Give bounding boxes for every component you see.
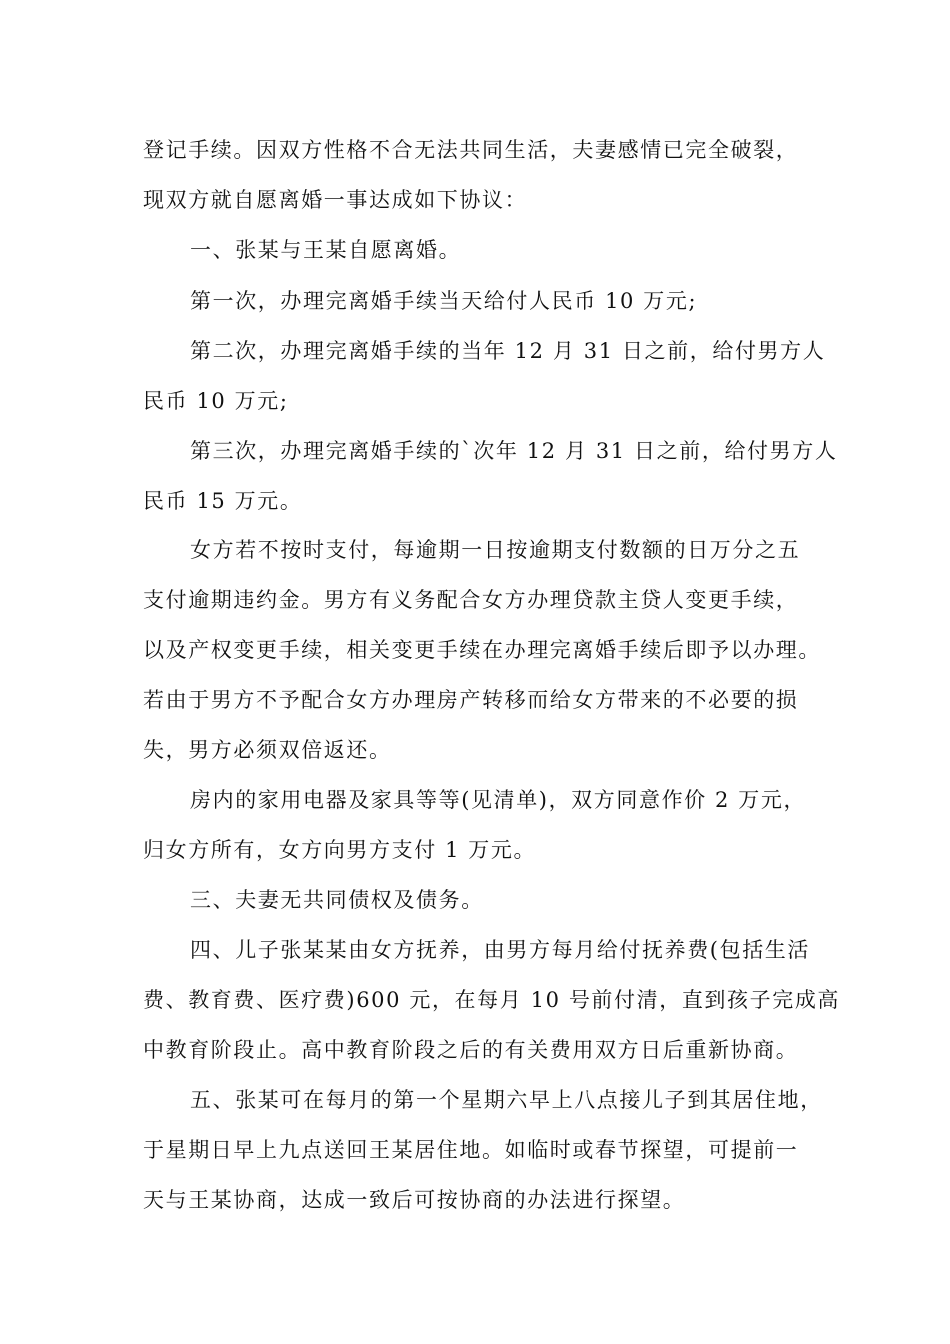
payment-third: 第三次，办理完离婚手续的`次年 12 月 31 日之前，给付男方人 (190, 439, 838, 463)
clause-5: 五、张某可在每月的第一个星期六早上八点接儿子到其居住地， (190, 1088, 823, 1112)
payment-third-cont: 民币 15 万元。 (143, 489, 303, 513)
clause-5-line-3: 天与王某协商，达成一致后可按协商的办法进行探望。 (143, 1188, 686, 1212)
clause-4-line-3: 中教育阶段止。高中教育阶段之后的有关费用双方日后重新协商。 (143, 1038, 799, 1062)
clause-4-line-2: 费、教育费、医疗费)600 元，在每月 10 号前付清，直到孩子完成高 (143, 988, 841, 1012)
late-payment-paragraph: 女方若不按时支付，每逾期一日按逾期支付数额的日万分之五 (190, 538, 801, 562)
late-payment-line-2: 支付逾期违约金。男方有义务配合女方办理贷款主贷人变更手续， (143, 588, 799, 612)
clause-4: 四、儿子张某某由女方抚养，由男方每月给付抚养费(包括生活 (190, 938, 810, 962)
clause-5-line-2: 于星期日早上九点送回王某居住地。如临时或春节探望，可提前一 (143, 1138, 799, 1162)
payment-second-cont: 民币 10 万元; (143, 389, 289, 413)
text-line-2: 现双方就自愿离婚一事达成如下协议： (143, 188, 528, 212)
late-payment-line-4: 若由于男方不予配合女方办理房产转移而给女方带来的不必要的损 (143, 688, 799, 712)
late-payment-line-5: 失，男方必须双倍返还。 (143, 738, 392, 762)
furniture-line-2: 归女方所有，女方向男方支付 1 万元。 (143, 838, 537, 862)
late-payment-line-3: 以及产权变更手续，相关变更手续在办理完离婚手续后即予以办理。 (143, 638, 821, 662)
payment-first: 第一次，办理完离婚手续当天给付人民币 10 万元; (190, 289, 698, 313)
clause-1: 一、张某与王某自愿离婚。 (190, 238, 462, 262)
text-line-1: 登记手续。因双方性格不合无法共同生活，夫妻感情已完全破裂， (143, 138, 799, 162)
clause-3: 三、夫妻无共同债权及债务。 (190, 888, 484, 912)
payment-second: 第二次，办理完离婚手续的当年 12 月 31 日之前，给付男方人 (190, 339, 826, 363)
furniture-paragraph: 房内的家用电器及家具等等(见清单)，双方同意作价 2 万元， (190, 788, 807, 812)
